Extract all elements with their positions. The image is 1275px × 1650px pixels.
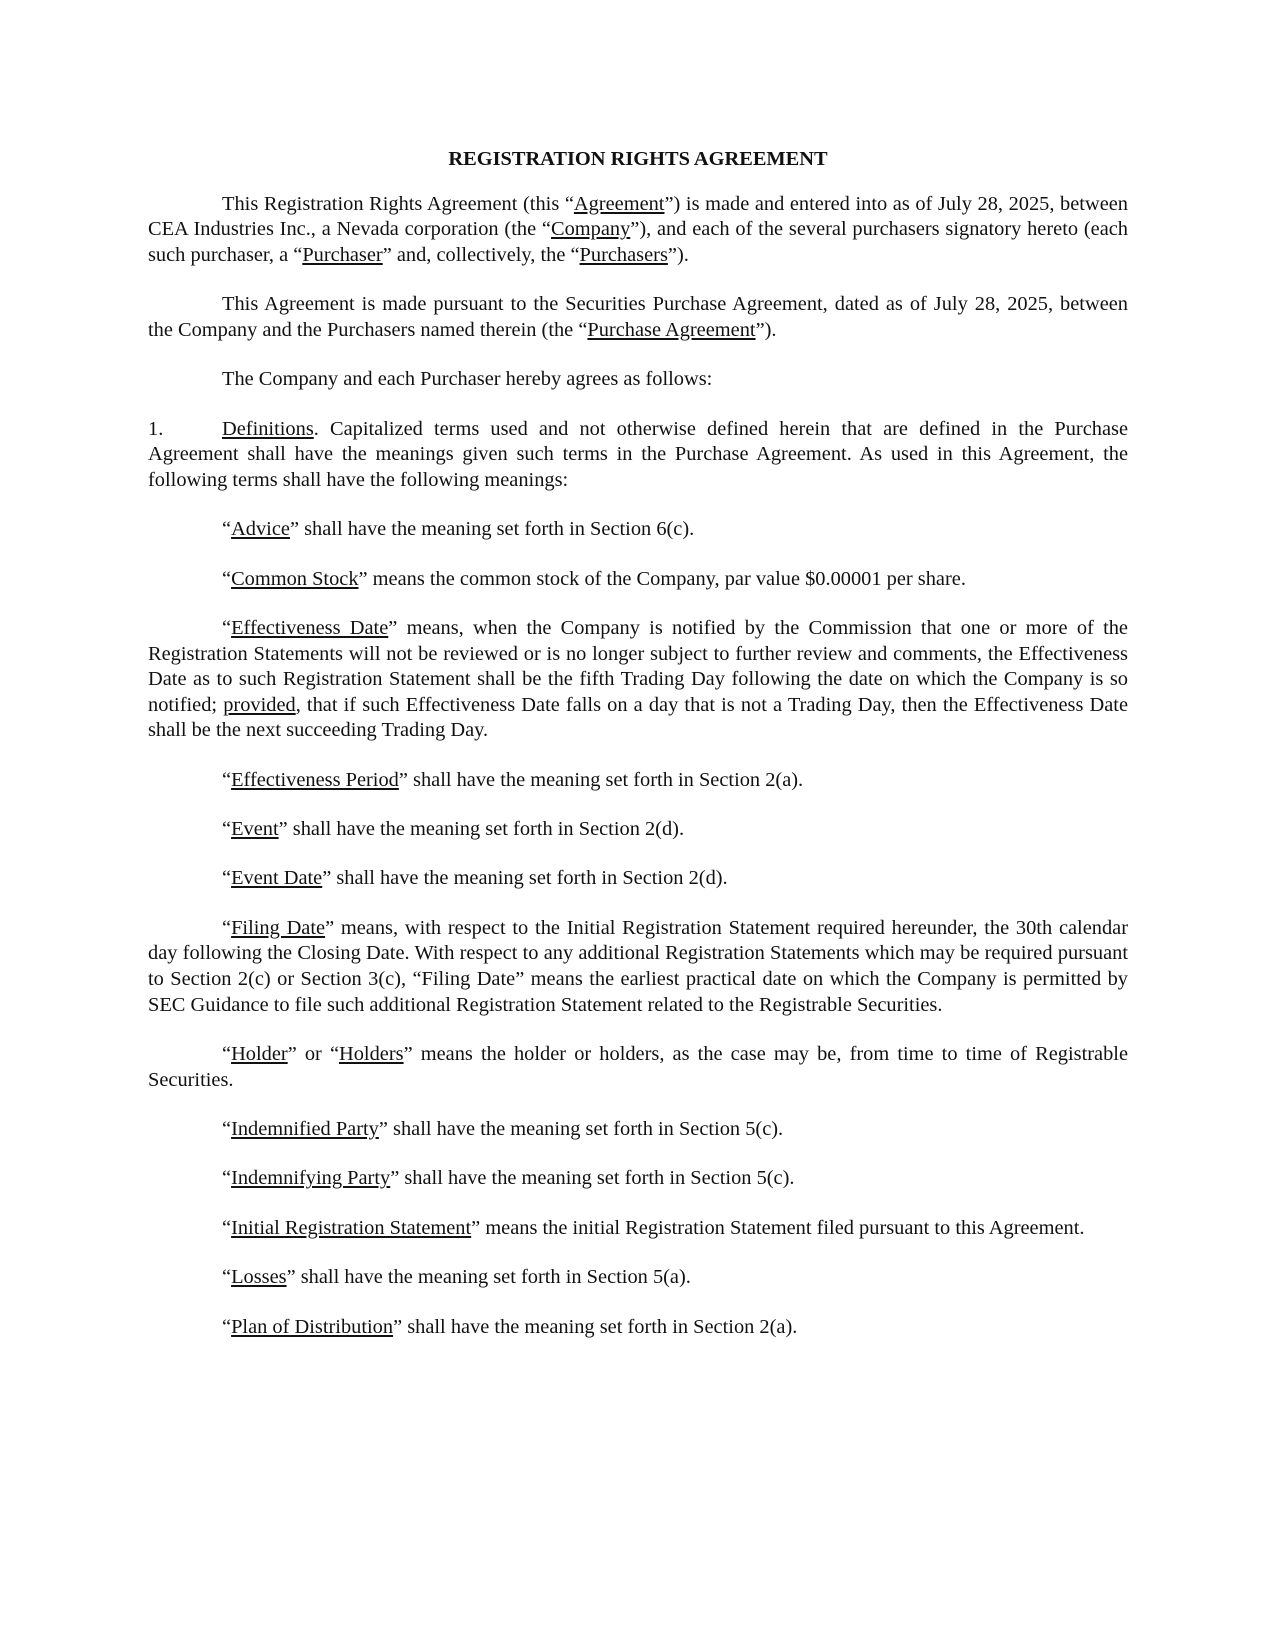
- defined-term: Initial Registration Statement: [231, 1216, 472, 1239]
- definition-holder: “Holder” or “Holders” means the holder or holders, as the case may be, from time to time of Registrable Securities.: [148, 1043, 1128, 1091]
- definition-filing-date: “Filing Date” means, with respect to the Initial Registration Statement required hereunder, the 30th calendar day following the Closing Date. With respect to any additional Registration Statements which may be required pursuant to Section 2(c) or Section 3(c), “Filing Date” means the earliest practical date on which the Company is permitted by SEC Guidance to file such additional Registration Statement related to the Registrable Securities.: [148, 916, 1128, 1016]
- provided-term: provided: [223, 693, 296, 716]
- definition-advice: “Advice” shall have the meaning set forth in Section 6(c).: [222, 518, 695, 541]
- defined-term: Common Stock: [231, 567, 359, 590]
- term-purchaser: Purchaser: [302, 243, 383, 266]
- term-purchasers: Purchasers: [579, 243, 668, 266]
- defined-term: Indemnified Party: [231, 1118, 379, 1140]
- definition-effectiveness-date: “Effectiveness Date” means, when the Company is notified by the Commission that one or more of the Registration Statements will not be reviewed or is no longer subject to further review and comments, the Effectiveness Date as to such Registration Statement shall be the fifth Trading Day following the date on which the Company is so notified; provided, that if such Effectiveness Date falls on a day that is not a Trading Day, then the Effectiveness Date shall be the next succeeding Trading Day.: [148, 616, 1128, 742]
- definition-event-date: “Event Date” shall have the meaning set forth in Section 2(d).: [222, 867, 728, 890]
- definition-indemnifying-party: “Indemnifying Party” shall have the meaning set forth in Section 5(c).: [222, 1167, 795, 1190]
- definition-initial-registration-statement: “Initial Registration Statement” means the initial Registration Statement filed pursuant to this Agreement.: [222, 1216, 1085, 1239]
- defined-term: Losses: [231, 1266, 287, 1289]
- section-1-definitions: 1. Definitions. Capitalized terms used and not otherwise defined herein that are defined in the Purchase Agreement shall have the meanings given such terms in the Purchase Agreement. As used in this Agreement, the following terms shall have the following meanings:: [148, 417, 1128, 491]
- defined-term: Holder: [231, 1043, 288, 1066]
- document-title: REGISTRATION RIGHTS AGREEMENT: [448, 148, 828, 170]
- defined-term: Indemnifying Party: [231, 1167, 391, 1190]
- pursuant-paragraph: This Agreement is made pursuant to the Securities Purchase Agreement, dated as of July 28, 2025, between the Company and the Purchasers named therein (the “Purchase Agreement”).: [148, 293, 1128, 341]
- term-agreement: Agreement: [573, 192, 665, 215]
- definition-indemnified-party: “Indemnified Party” shall have the meaning set forth in Section 5(c).: [222, 1118, 784, 1140]
- defined-term: Advice: [231, 518, 290, 541]
- defined-term: Effectiveness Period: [231, 768, 399, 791]
- term-company: Company: [550, 218, 631, 241]
- term-purchase-agreement: Purchase Agreement: [587, 318, 756, 341]
- defined-term: Event: [231, 818, 279, 841]
- defined-term: Holders: [339, 1043, 404, 1066]
- definition-losses: “Losses” shall have the meaning set forth in Section 5(a).: [222, 1266, 691, 1289]
- defined-term: Event Date: [231, 867, 323, 890]
- agrees-paragraph: The Company and each Purchaser hereby agrees as follows:: [222, 368, 713, 391]
- intro-paragraph: This Registration Rights Agreement (this “Agreement”) is made and entered into as of July 28, 2025, between CEA Industries Inc., a Nevada corporation (the “Company”), and each of the several purchasers signatory hereto (each such purchaser, a “Purchaser” and, collectively, the “Purchasers”).: [148, 192, 1128, 266]
- document-body: [148, 147, 1128, 1364]
- defined-term: Plan of Distribution: [231, 1315, 394, 1338]
- defined-term: Filing Date: [231, 916, 326, 939]
- definition-event: “Event” shall have the meaning set forth in Section 2(d).: [222, 818, 685, 841]
- definition-effectiveness-period: “Effectiveness Period” shall have the meaning set forth in Section 2(a).: [222, 768, 804, 791]
- section-number: 1.: [148, 417, 164, 440]
- definition-common-stock: “Common Stock” means the common stock of the Company, par value $0.00001 per share.: [222, 567, 966, 590]
- section-heading: Definitions: [222, 417, 314, 440]
- defined-term: Effectiveness Date: [231, 616, 389, 639]
- definition-plan-of-distribution: “Plan of Distribution” shall have the meaning set forth in Section 2(a).: [222, 1315, 798, 1338]
